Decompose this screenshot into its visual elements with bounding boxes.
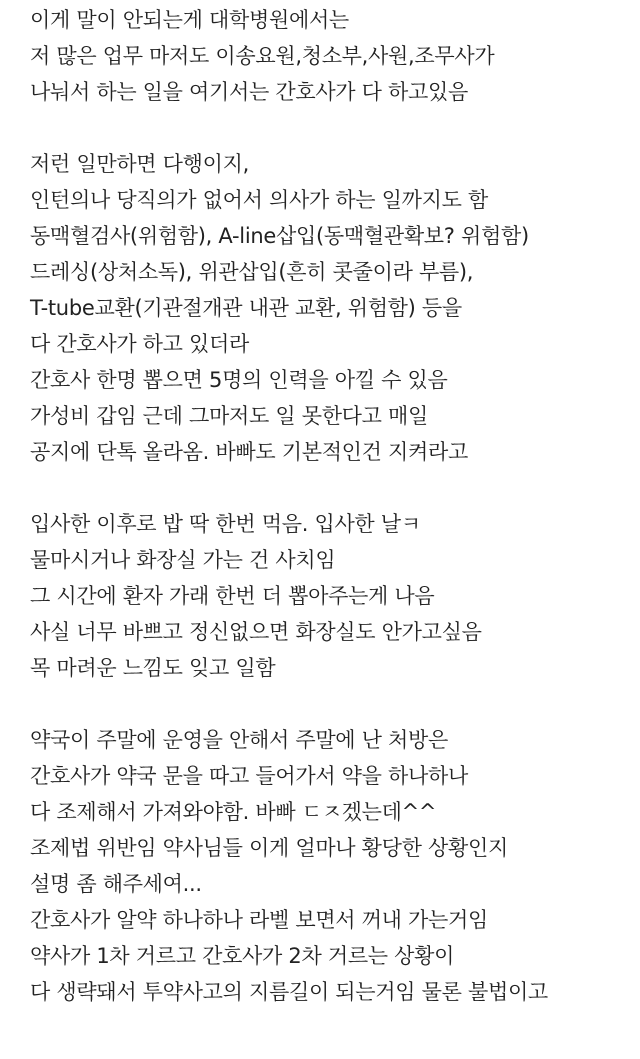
text-line: 저런 일만하면 다행이지, bbox=[30, 152, 249, 176]
text-line: 동맥혈검사(위험함), A-line삽입(동맥혈관확보? 위험함) bbox=[30, 224, 529, 248]
paragraph-gap bbox=[30, 110, 630, 146]
paragraph bbox=[30, 506, 630, 686]
text-line: 다 간호사가 하고 있더라 bbox=[30, 332, 249, 356]
text-line: 사실 너무 바쁘고 정신없으면 화장실도 안가고싶음 bbox=[30, 620, 482, 644]
paragraph bbox=[30, 2, 630, 110]
text-line: 다 생략돼서 투약사고의 지름길이 되는거임 물론 불법이고 bbox=[30, 980, 548, 1004]
text-line: 나눠서 하는 일을 여기서는 간호사가 다 하고있음 bbox=[30, 80, 468, 104]
text-line: 설명 좀 해주세여... bbox=[30, 872, 202, 896]
paragraph bbox=[30, 722, 630, 1010]
text-line: 목 마려운 느낌도 잊고 일함 bbox=[30, 656, 276, 680]
paragraph bbox=[30, 146, 630, 470]
text-line: 그 시간에 환자 가래 한번 더 뽑아주는게 나음 bbox=[30, 584, 435, 608]
text-line: 약사가 1차 거르고 간호사가 2차 거르는 상황이 bbox=[30, 944, 455, 968]
text-line: 드레싱(상처소독), 위관삽입(흔히 콧줄이라 부름), bbox=[30, 260, 474, 284]
text-line: 간호사가 약국 문을 따고 들어가서 약을 하나하나 bbox=[30, 764, 468, 788]
paragraph-gap bbox=[30, 470, 630, 506]
text-line: 간호사 한명 뽑으면 5명의 인력을 아낄 수 있음 bbox=[30, 368, 448, 392]
text-line: T-tube교환(기관절개관 내관 교환, 위험함) 등을 bbox=[30, 296, 462, 320]
text-line: 다 조제해서 가져와야함. 바빠 ㄷㅈ겠는데^^ bbox=[30, 800, 437, 824]
paragraph-gap bbox=[30, 686, 630, 722]
post-body bbox=[30, 0, 630, 1010]
text-line: 약국이 주말에 운영을 안해서 주말에 난 처방은 bbox=[30, 728, 448, 752]
text-line: 공지에 단톡 올라옴. 바빠도 기본적인건 지켜라고 bbox=[30, 440, 468, 464]
text-line: 가성비 갑임 근데 그마저도 일 못한다고 매일 bbox=[30, 404, 428, 428]
text-line: 간호사가 알약 하나하나 라벨 보면서 꺼내 가는거임 bbox=[30, 908, 488, 932]
text-line: 저 많은 업무 마저도 이송요원,청소부,사원,조무사가 bbox=[30, 44, 495, 68]
text-line: 입사한 이후로 밥 딱 한번 먹음. 입사한 날ㅋ bbox=[30, 512, 421, 536]
text-line: 물마시거나 화장실 가는 건 사치임 bbox=[30, 548, 336, 572]
text-line: 인턴의나 당직의가 없어서 의사가 하는 일까지도 함 bbox=[30, 188, 488, 212]
text-line: 이게 말이 안되는게 대학병원에서는 bbox=[30, 8, 349, 32]
text-line: 조제법 위반임 약사님들 이게 얼마나 황당한 상황인지 bbox=[30, 836, 508, 860]
